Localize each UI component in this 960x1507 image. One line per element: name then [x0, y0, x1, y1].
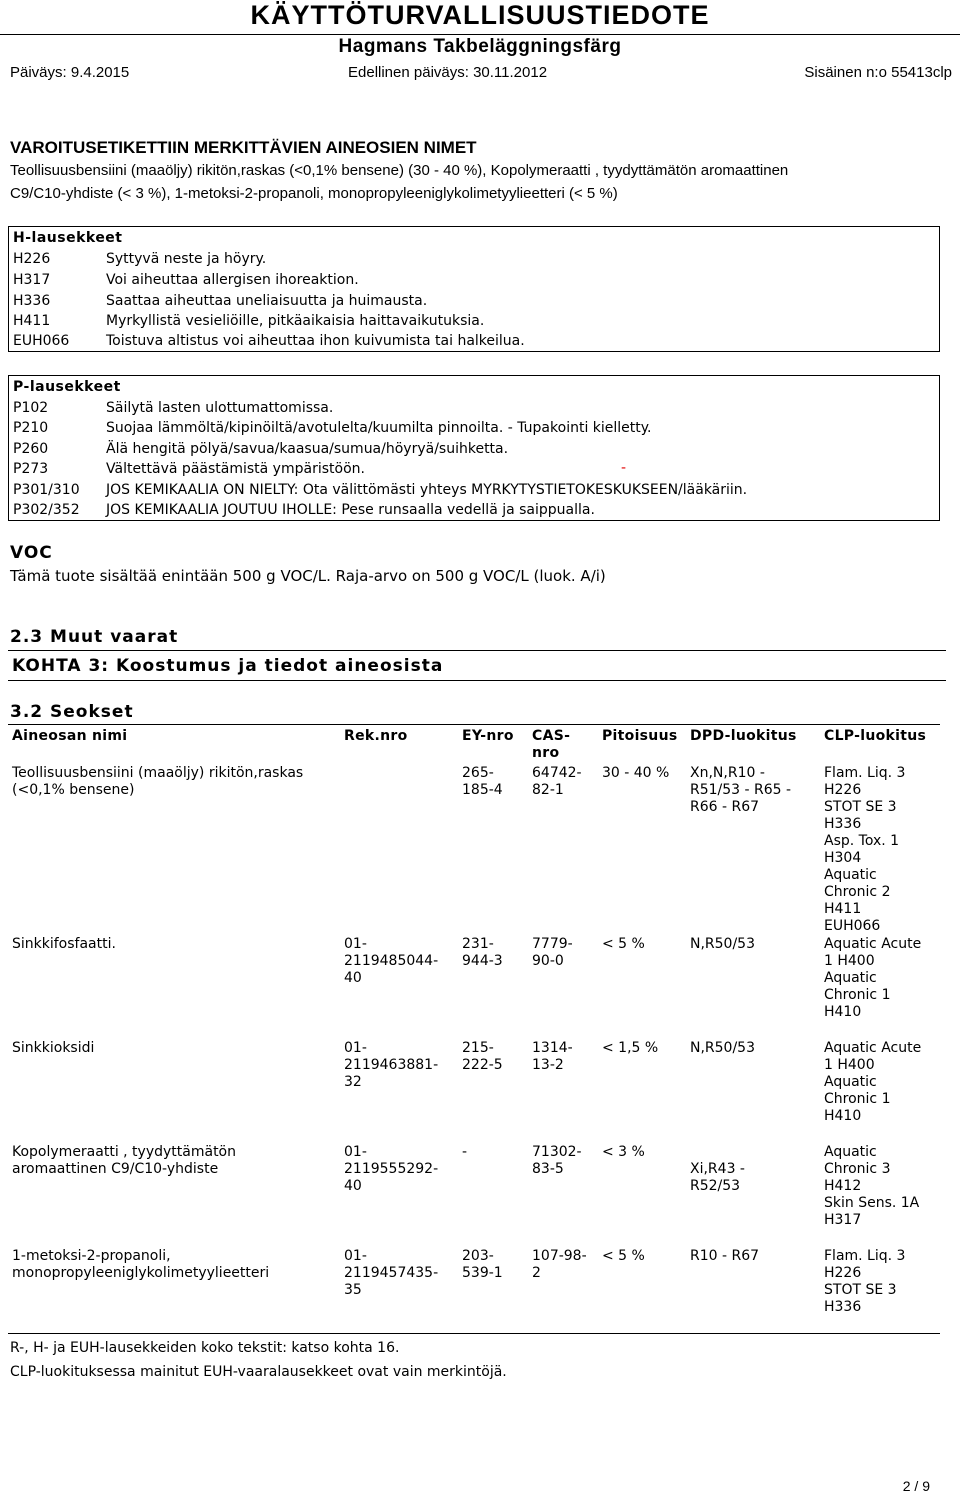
cell-clp: Aquatic Acute 1 H400 Aquatic Chronic 1 H410 — [824, 1040, 922, 1124]
p-code: P302/352 — [13, 502, 80, 518]
cell-name: Teollisuusbensiini (maaöljy) rikitön,raskas (<0,1% bensene) — [12, 765, 304, 798]
cell-name: Sinkkifosfaatti. — [12, 936, 116, 952]
cell-name: 1-metoksi-2-propanoli, monopropyleeniglykolimetyylieetteri — [12, 1248, 270, 1281]
label-line-1: Teollisuusbensiini (maaöljy) rikitön,raskas (<0,1% bensene) (30 - 40 %), Kopolymeraatti , tyydyttämätön aromaattinen — [10, 162, 789, 179]
table-top-rule — [8, 724, 940, 725]
section-rule — [8, 650, 946, 651]
document-title: KÄYTTÖTURVALLISUUSTIEDOTE — [250, 0, 710, 30]
col-header-ey: EY-nro — [462, 728, 514, 744]
p-text: Säilytä lasten ulottumattomissa. — [106, 400, 334, 416]
cell-cas: 71302- 83-5 — [532, 1144, 582, 1177]
h-code: EUH066 — [13, 333, 70, 349]
p-text: JOS KEMIKAALIA JOUTUU IHOLLE: Pese runsaalla vedellä ja saippualla. — [106, 502, 595, 518]
cell-rek: 01- 2119463881- 32 — [344, 1040, 439, 1090]
h-text: Syttyvä neste ja höyry. — [106, 251, 267, 267]
cell-clp: Flam. Liq. 3 H226 STOT SE 3 H336 Asp. Tox. 1 H304 Aquatic Chronic 2 H411 EUH066 — [824, 765, 906, 934]
label-line-2: C9/C10-yhdiste (< 3 %), 1-metoksi-2-propanoli, monopropyleeniglykolimetyylieetteri (< 5 %) — [10, 185, 618, 202]
h-text: Saattaa aiheuttaa uneliaisuutta ja huimausta. — [106, 293, 428, 309]
p-code: P210 — [13, 420, 49, 436]
p-code: P260 — [13, 441, 49, 457]
h-text: Voi aiheuttaa allergisen ihoreaktion. — [106, 272, 359, 288]
col-header-dpd: DPD-luokitus — [690, 728, 797, 744]
cell-ey: 203- 539-1 — [462, 1248, 503, 1281]
section-rule — [8, 680, 946, 681]
col-header-clp: CLP-luokitus — [824, 728, 927, 744]
cell-dpd: Xn,N,R10 - R51/53 - R65 - R66 - R67 — [690, 765, 792, 815]
h-text: Toistuva altistus voi aiheuttaa ihon kuivumista tai halkeilua. — [106, 333, 525, 349]
h-statements-heading: H-lausekkeet — [13, 230, 123, 246]
cell-pitoisuus: 30 - 40 % — [602, 765, 670, 781]
header-rule — [0, 34, 960, 35]
cell-clp: Flam. Liq. 3 H226 STOT SE 3 H336 — [824, 1248, 906, 1315]
cell-cas: 7779- 90-0 — [532, 936, 573, 969]
p-statements-box — [8, 375, 940, 521]
cell-clp: Aquatic Acute 1 H400 Aquatic Chronic 1 H410 — [824, 936, 922, 1020]
cell-cas: 64742- 82-1 — [532, 765, 582, 798]
p-statements-heading: P-lausekkeet — [13, 379, 121, 395]
col-header-cas: CAS- nro — [532, 728, 571, 761]
cell-ey: 231- 944-3 — [462, 936, 503, 969]
cell-dpd: Xi,R43 - R52/53 — [690, 1161, 745, 1194]
h-statements-box — [8, 226, 940, 352]
cell-pitoisuus: < 5 % — [602, 1248, 645, 1264]
cell-rek: 01- 2119485044- 40 — [344, 936, 439, 986]
h-code: H411 — [13, 313, 51, 329]
internal-number: Sisäinen n:o 55413clp — [804, 64, 952, 81]
h-code: H336 — [13, 293, 51, 309]
p-text: JOS KEMIKAALIA ON NIELTY: Ota välittömästi yhteys MYRKYTYSTIETOKESKUKSEEN/lääkäriin. — [106, 482, 748, 498]
section-3-heading: KOHTA 3: Koostumus ja tiedot aineosista — [12, 656, 444, 676]
p-text: Älä hengitä pölyä/savua/kaasua/sumua/höyryä/suihketta. — [106, 441, 509, 457]
p-text: Vältettävä päästämistä ympäristöön. — [106, 461, 365, 477]
voc-heading: VOC — [10, 543, 53, 563]
col-header-name: Aineosan nimi — [12, 728, 128, 744]
cell-cas: 1314- 13-2 — [532, 1040, 573, 1073]
cell-dpd: N,R50/53 — [690, 1040, 755, 1056]
h-code: H226 — [13, 251, 51, 267]
issue-date: Päiväys: 9.4.2015 — [10, 64, 130, 81]
cell-clp: Aquatic Chronic 3 H412 Skin Sens. 1A H317 — [824, 1144, 920, 1228]
footnote-1: R-, H- ja EUH-lausekkeiden koko tekstit: katso kohta 16. — [10, 1340, 400, 1356]
table-bottom-rule — [8, 1333, 940, 1334]
cell-name: Sinkkioksidi — [12, 1040, 95, 1056]
h-code: H317 — [13, 272, 51, 288]
cell-ey: 265- 185-4 — [462, 765, 503, 798]
label-section-title: VAROITUSETIKETTIIN MERKITTÄVIEN AINEOSIEN NIMET — [10, 138, 477, 157]
cell-rek: 01- 2119555292- 40 — [344, 1144, 439, 1194]
col-header-pitoisuus: Pitoisuus — [602, 728, 678, 744]
cell-dpd: N,R50/53 — [690, 936, 755, 952]
voc-text: Tämä tuote sisältää enintään 500 g VOC/L. Raja-arvo on 500 g VOC/L (luok. A/i) — [10, 567, 606, 585]
p-code: P102 — [13, 400, 49, 416]
h-text: Myrkyllistä vesieliöille, pitkäaikaisia haittavaikutuksia. — [106, 313, 485, 329]
cell-dpd: R10 - R67 — [690, 1248, 760, 1264]
cell-ey: 215- 222-5 — [462, 1040, 503, 1073]
p-text: Suojaa lämmöltä/kipinöiltä/avotulelta/kuumilta pinnoilta. - Tupakointi kielletty. — [106, 420, 652, 436]
footnote-2: CLP-luokituksessa mainitut EUH-vaaralausekkeet ovat vain merkintöjä. — [10, 1364, 507, 1380]
cell-pitoisuus: < 3 % — [602, 1144, 645, 1160]
cell-rek: 01- 2119457435- 35 — [344, 1248, 439, 1298]
company-name: Hagmans Takbeläggningsfärg — [338, 36, 622, 57]
cell-name: Kopolymeraatti , tyydyttämätön aromaattinen C9/C10-yhdiste — [12, 1144, 236, 1177]
section-2-3-heading: 2.3 Muut vaarat — [10, 627, 179, 647]
cell-ey: - — [462, 1144, 468, 1160]
section-3-2-heading: 3.2 Seokset — [10, 702, 134, 722]
previous-date: Edellinen päiväys: 30.11.2012 — [348, 64, 548, 81]
p-code: P301/310 — [13, 482, 80, 498]
cell-cas: 107-98- 2 — [532, 1248, 587, 1281]
page-number: 2 / 9 — [902, 1478, 930, 1494]
stray-mark: - — [621, 460, 627, 476]
cell-pitoisuus: < 5 % — [602, 936, 645, 952]
p-code: P273 — [13, 461, 49, 477]
col-header-rek: Rek.nro — [344, 728, 408, 744]
cell-pitoisuus: < 1,5 % — [602, 1040, 659, 1056]
